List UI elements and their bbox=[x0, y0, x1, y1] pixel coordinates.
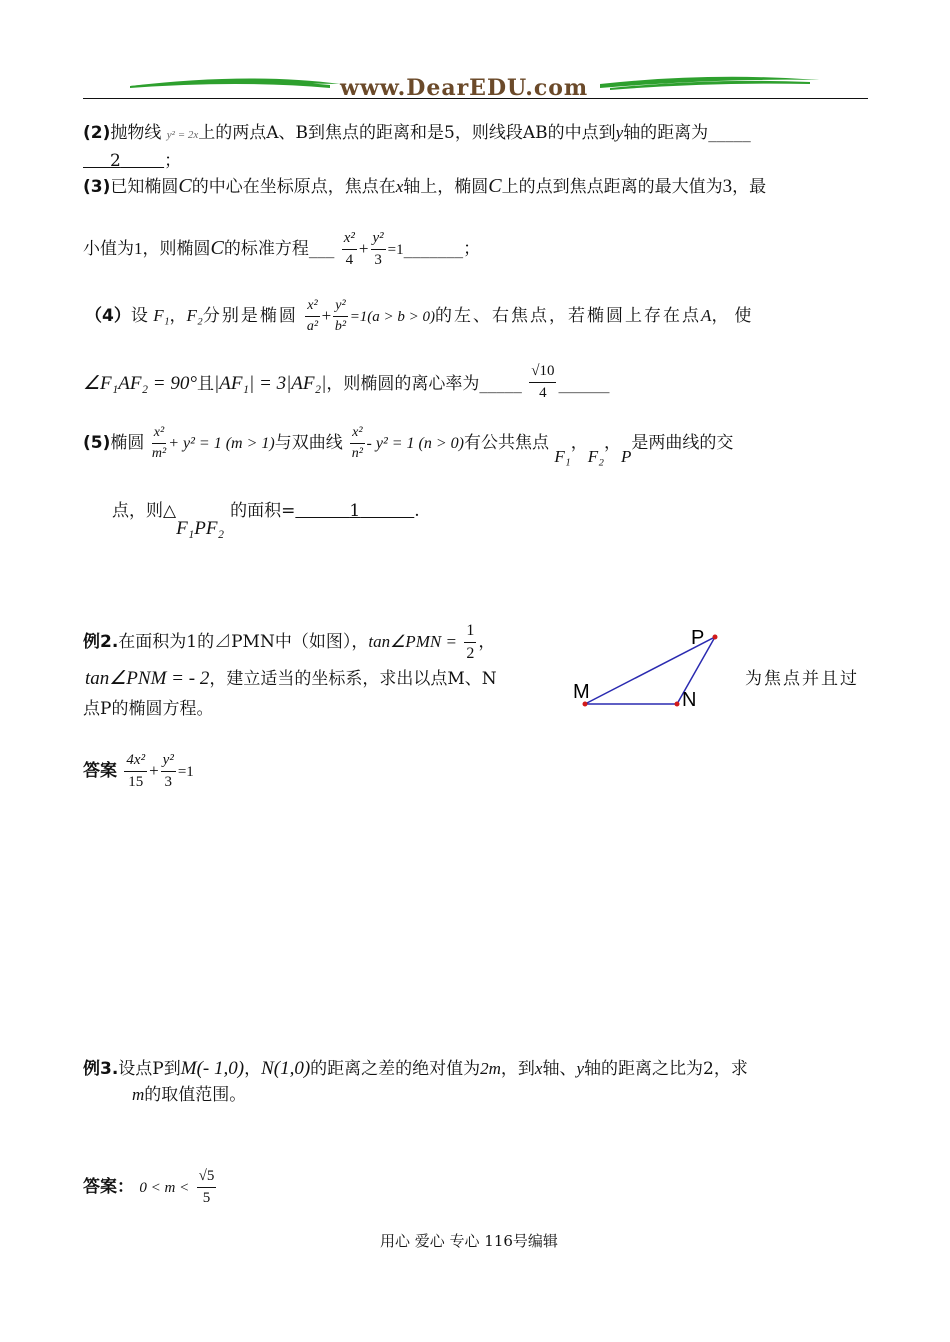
q5-comma2: ， bbox=[604, 433, 622, 453]
q3-text8: 的标准方程 bbox=[223, 239, 309, 259]
ex3-text1: 设点P到 bbox=[118, 1059, 181, 1079]
q3-C2: C bbox=[488, 175, 502, 197]
ex3-answer bbox=[83, 1168, 218, 1207]
q4-ellipse-num1: x² bbox=[305, 298, 319, 317]
ex3-2m: 2m bbox=[480, 1059, 501, 1078]
ex2-label: 例2. bbox=[83, 632, 119, 652]
q3-text6: 小值为 bbox=[83, 239, 134, 259]
ex2-line1 bbox=[83, 622, 495, 663]
q5-text3: 有公共焦点 bbox=[464, 433, 550, 453]
q4-text2: 分别是椭圆 bbox=[202, 306, 298, 326]
ex2-line3: 点P的椭圆方程。 bbox=[83, 699, 214, 719]
q3-blank-a: ___ bbox=[308, 239, 335, 259]
ex3-answer-den: 5 bbox=[202, 1190, 211, 1206]
ex2-answer-plus: + bbox=[149, 761, 159, 780]
ex2-line2 bbox=[85, 664, 497, 690]
q4-answer-num: √10 bbox=[529, 363, 556, 383]
ex2-answer-den2: 3 bbox=[164, 774, 172, 790]
ex3-line1 bbox=[83, 1054, 748, 1080]
q4-F1: F₁ bbox=[153, 306, 170, 325]
q4-ellipse-den2: b² bbox=[334, 319, 347, 334]
q3-C3: C bbox=[210, 237, 224, 259]
ex2-answer-den1: 15 bbox=[128, 774, 144, 790]
q2-text1: 抛物线 bbox=[110, 123, 162, 143]
ex3-N: N(1,0) bbox=[261, 1058, 311, 1079]
q4-line2 bbox=[83, 365, 609, 404]
q4-number: （4） bbox=[85, 306, 131, 326]
q4-condition: |AF₁| = 3|AF₂| bbox=[213, 373, 327, 394]
q3-text4: 上的点到焦点距离的最大值为 bbox=[501, 177, 723, 197]
header-rule bbox=[83, 98, 868, 99]
q4-answer-frac bbox=[529, 363, 556, 402]
q3-answer-eq: =1 bbox=[387, 242, 404, 258]
ex2-answer-frac2 bbox=[161, 752, 176, 791]
ex2-answer bbox=[83, 752, 194, 791]
q3-text5: ，最 bbox=[732, 177, 767, 197]
q4-text4: ，使 bbox=[711, 306, 758, 326]
ex2-answer-num1: 4x² bbox=[124, 752, 147, 772]
q4-A: A bbox=[701, 306, 712, 325]
ex3-label: 例3. bbox=[83, 1059, 119, 1079]
q3-line1 bbox=[83, 172, 766, 198]
ex3-text6: 的取值范围。 bbox=[144, 1085, 247, 1105]
ex2-answer-label: 答案 bbox=[83, 761, 117, 781]
q3-plus: + bbox=[358, 239, 369, 258]
q4-ellipse-rest: =1(a > b > 0) bbox=[349, 309, 436, 325]
ex3-comma: ， bbox=[244, 1059, 262, 1079]
q3-max: 3 bbox=[722, 176, 733, 197]
q3-answer-den1: 4 bbox=[345, 252, 354, 268]
q5-hyperbola-frac bbox=[350, 425, 364, 462]
q5-hyperbola-rest: - y² = 1 (n > 0) bbox=[366, 435, 465, 452]
header-logo-text: www.DearEDU.com bbox=[340, 75, 589, 101]
q2-answer-blank bbox=[83, 151, 164, 171]
q2-blank-tail: _____ bbox=[708, 123, 751, 143]
q5-comma1: ， bbox=[570, 433, 588, 453]
q5-F1: F₁ bbox=[554, 447, 571, 466]
page-footer: 用心 爱心 专心 116号编辑 bbox=[380, 1232, 558, 1250]
q5-text6: 的面积= bbox=[230, 501, 296, 521]
q5-hyperbola-den: n² bbox=[351, 446, 363, 461]
ex2-line2-tail: 为焦点并且过 bbox=[745, 669, 859, 689]
ex3-line2 bbox=[132, 1080, 246, 1105]
q2-end: ； bbox=[164, 151, 182, 171]
q4-text3: 的左、右焦点，若椭圆上存在点 bbox=[435, 306, 702, 326]
point-N bbox=[675, 702, 680, 707]
ex2-half-den: 2 bbox=[466, 645, 475, 662]
triangle-pmn-figure bbox=[565, 622, 735, 717]
q4-ellipse-frac2 bbox=[333, 298, 347, 335]
ex2-text2: ，建立适当的坐标系，求出以点M、N bbox=[209, 669, 497, 689]
ex2-text1: 在面积为1的⊿PMN中（如图）， bbox=[118, 632, 369, 652]
q4-ellipse-num2: y² bbox=[333, 298, 347, 317]
q4-comma: ， bbox=[169, 306, 187, 326]
q3-answer-num2: y² bbox=[371, 230, 386, 250]
q5-F2: F₂ bbox=[587, 447, 605, 466]
q4-angle: ∠F₁AF₂ = 90° bbox=[83, 373, 197, 394]
ex3-text4: 轴、 bbox=[542, 1059, 577, 1079]
q3-text7: ，则椭圆 bbox=[142, 239, 211, 259]
ex3-answer-label: 答案： bbox=[83, 1177, 134, 1197]
q3-text3: 轴上，椭圆 bbox=[403, 177, 489, 197]
q4-ellipse-den1: a² bbox=[306, 319, 319, 334]
q3-end: ； bbox=[463, 239, 481, 259]
q4-ellipse-plus: + bbox=[321, 306, 332, 325]
q3-C: C bbox=[178, 175, 192, 197]
q2-equation: y² = 2x bbox=[166, 129, 199, 141]
ex3-answer-num: √5 bbox=[197, 1168, 217, 1188]
q5-text1: 椭圆 bbox=[110, 433, 145, 453]
q4-answer-den: 4 bbox=[539, 385, 547, 401]
q3-line2 bbox=[83, 230, 480, 269]
q3-number: (3) bbox=[83, 177, 111, 197]
ex2-half-frac bbox=[464, 622, 476, 663]
ex2-half-num: 1 bbox=[464, 622, 476, 643]
q3-text2: 的中心在坐标原点，焦点在 bbox=[191, 177, 396, 197]
ex3-text2: 的距离之差的绝对值为 bbox=[310, 1059, 481, 1079]
q2-text2: 上的两点A、B到焦点的距离和是5，则线段AB的中点到 bbox=[198, 123, 616, 143]
q3-min: 1 bbox=[134, 239, 143, 258]
q5-line1 bbox=[83, 425, 734, 466]
ex2-tan1: tan∠PMN = bbox=[368, 632, 457, 651]
q5-number: (5) bbox=[83, 433, 111, 453]
q5-answer-blank bbox=[295, 501, 414, 521]
q5-line2 bbox=[112, 496, 420, 539]
q5-text4: 是两曲线的交 bbox=[631, 433, 734, 453]
q4-text6: ，则椭圆的离心率为 bbox=[326, 374, 480, 394]
ex3-text3: ，到 bbox=[500, 1059, 535, 1079]
q5-ellipse-num: x² bbox=[152, 425, 166, 444]
q5-text5: 点，则△ bbox=[112, 501, 177, 521]
q5-P: P bbox=[621, 447, 632, 466]
label-P: P bbox=[691, 627, 705, 649]
q2-number: (2) bbox=[83, 123, 111, 143]
q5-ellipse-frac bbox=[152, 425, 166, 462]
label-N: N bbox=[682, 689, 697, 711]
q5-text2: 与双曲线 bbox=[274, 433, 343, 453]
q5-hyperbola-num: x² bbox=[350, 425, 364, 444]
q2-line1 bbox=[83, 118, 751, 143]
q4-F2: F₂ bbox=[186, 306, 203, 325]
q3-text1: 已知椭圆 bbox=[110, 177, 179, 197]
label-M: M bbox=[573, 681, 590, 703]
ex3-answer-frac bbox=[197, 1168, 217, 1207]
q2-y-var: y bbox=[615, 123, 624, 142]
q4-text5: 且 bbox=[196, 374, 214, 394]
q3-answer-frac2 bbox=[371, 230, 386, 269]
q3-answer-frac1 bbox=[342, 230, 357, 269]
q4-line1 bbox=[85, 298, 757, 335]
q4-blank-b: ______ bbox=[558, 374, 610, 394]
q3-x: x bbox=[395, 177, 404, 196]
q4-blank-a: _____ bbox=[479, 374, 522, 394]
q4-ellipse-frac1 bbox=[305, 298, 319, 335]
q2-answer: 2 bbox=[110, 151, 121, 171]
ex2-answer-eq: =1 bbox=[177, 764, 194, 780]
q3-answer-den2: 3 bbox=[374, 252, 382, 268]
ex2-tan2: tan∠PNM = - 2 bbox=[85, 668, 210, 689]
q5-triangle: F₁PF₂ bbox=[176, 518, 225, 539]
ex3-answer-left: 0 < m < bbox=[139, 1180, 190, 1196]
q2-line2 bbox=[83, 146, 181, 171]
q5-ellipse-rest: + y² = 1 (m > 1) bbox=[168, 435, 275, 452]
q2-text3: 轴的距离为 bbox=[623, 123, 709, 143]
q3-blank-b: _______ bbox=[403, 239, 464, 259]
q3-answer-num1: x² bbox=[342, 230, 357, 250]
ex3-text5: 轴的距离之比为2，求 bbox=[584, 1059, 748, 1079]
point-P bbox=[713, 635, 718, 640]
ex2-answer-frac1 bbox=[124, 752, 147, 791]
q5-answer: 1 bbox=[349, 501, 361, 521]
ex3-m: m bbox=[132, 1085, 145, 1104]
q5-end: . bbox=[414, 501, 420, 521]
q5-ellipse-den: m² bbox=[151, 446, 167, 461]
ex2-answer-num2: y² bbox=[161, 752, 176, 772]
ex3-y: y bbox=[576, 1059, 585, 1078]
ex2-comma: ， bbox=[478, 632, 496, 652]
ex3-M: M(- 1,0) bbox=[180, 1058, 245, 1079]
q4-text1: 设 bbox=[130, 306, 148, 326]
ex3-x: x bbox=[534, 1059, 543, 1078]
